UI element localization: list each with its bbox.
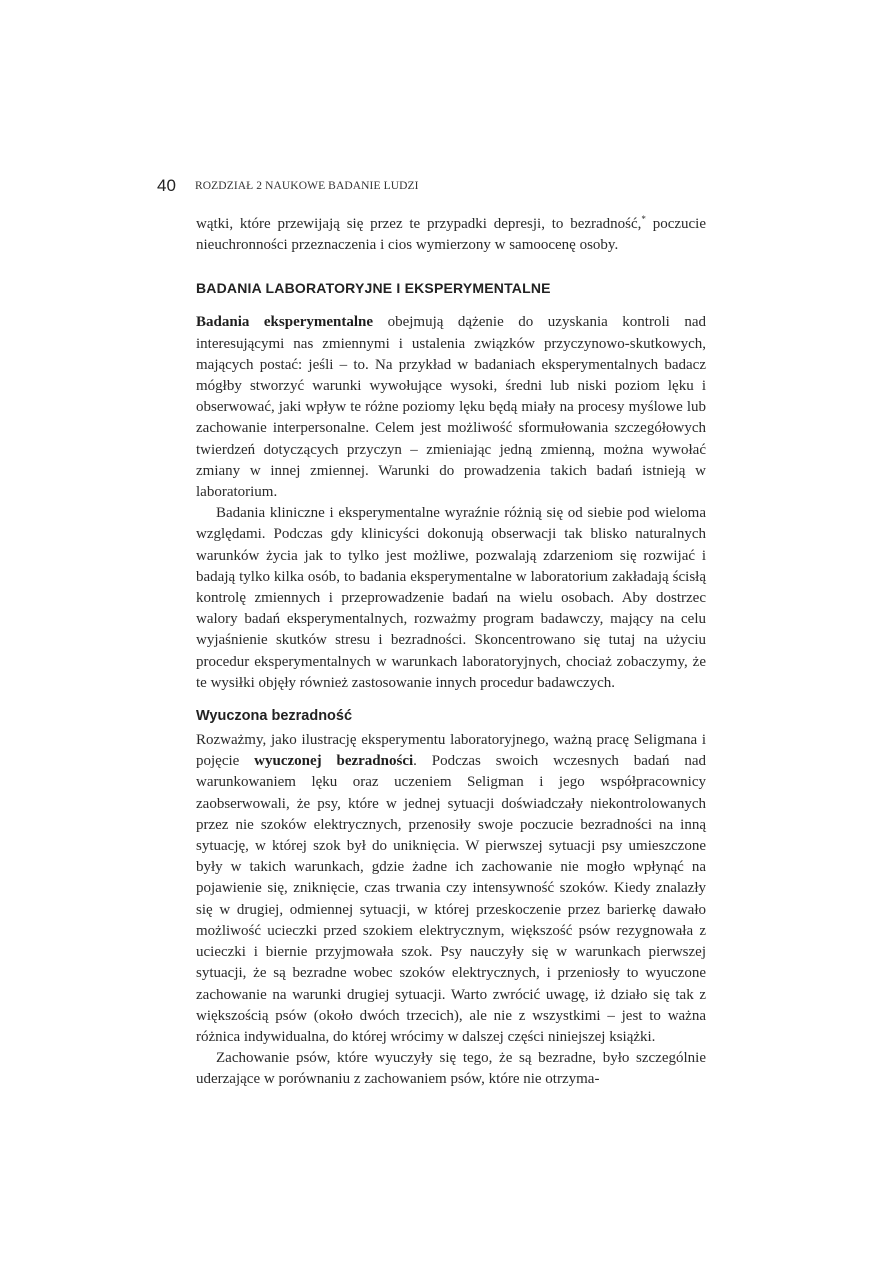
section-heading: BADANIA LABORATORYJNE I EKSPERYMENTALNE bbox=[196, 280, 551, 297]
subsection-paragraph-1 bbox=[196, 730, 706, 1048]
subsection-paragraph-1-text-a: Rozważmy, jako ilustrację eksperymentu laboratoryjnego, ważną pracę Seligmana i pojęcie bbox=[196, 732, 706, 770]
term-experimental-research: Badania eksperymentalne bbox=[196, 314, 374, 331]
section-paragraph-2: Badania kliniczne i eksperymentalne wyraźnie różnią się od siebie pod wieloma względami. Podczas gdy klinicyści dokonują obserwacji tak blisko naturalnych warunków życia jak to tylko jest możliwe, pozwalają zdarzeniom się rozwijać i badają tylko kilka osób, to badania eksperymentalne w laboratorium zakładają ścisłą kontrolę zmiennych i przeprowadzenie badań na wielu osobach. Aby dostrzec walory badań eksperymentalnych, rozważmy program badawczy, mający na celu wyjaśnienie skutków stresu i bezradności. Skoncentrowano się tutaj na użyciu procedur eksperymentalnych w warunkach laboratoryjnych, chociaż zobaczymy, że te wysiłki objęły również zastosowanie innych procedur badawczych. bbox=[196, 505, 706, 691]
section-paragraph-1 bbox=[196, 312, 706, 503]
footnote-mark: * bbox=[641, 214, 646, 224]
body-text bbox=[196, 214, 706, 1091]
subsection-heading: Wyuczona bezradność bbox=[196, 708, 353, 725]
subsection-paragraph-1-text-b: . Podczas swoich wczesnych badań nad warunkowaniem lęku oraz uczeniem Seligman i jego współpracownicy zaobserwowali, że psy, które w jednej sytuacji doświadczały niekontrolowanych przez nie szoków elektrycznych, przenosiły swoje poczucie bezradności na inną sytuację, w której szok był do uniknięcia. W pierwszej sytuacji psy umieszczone były w takich warunkach, gdzie żadne ich zachowanie nie mogło wpłynąć na pojawienie się, zniknięcie, czas trwania czy intensywność szoków. Kiedy znalazły się w drugiej, odmiennej sytuacji, w której przeskoczenie przez barierkę dawało możliwość ucieczki przed szokiem elektrycznym, większość psów rezygnowała z ucieczki i biernie przyjmowała szok. Psy nauczyły się w warunkach pierwszej sytuacji, że są bezradne wobec szoków elektrycznych, i przeniosły to wyuczone zachowanie na warunki drugiej sytuacji. Warto zwrócić uwagę, iż działo się tak z większością psów (około dwóch trzecich), ale nie z wszystkimi – jest to ważna różnica indywidualna, do której wrócimy w dalszej części niniejszej książki. bbox=[196, 753, 707, 1045]
term-learned-helplessness: wyuczonej bezradności bbox=[254, 753, 414, 770]
intro-text-a: wątki, które przewijają się przez te przypadki depresji, to bezradność, bbox=[196, 216, 642, 232]
intro-text-b: poczucie nieuchronności przeznaczenia i cios wymierzony w samoocenę osoby. bbox=[196, 216, 706, 254]
running-head bbox=[157, 176, 717, 198]
chapter-title: ROZDZIAŁ 2 NAUKOWE BADANIE LUDZI bbox=[195, 180, 419, 192]
page-number: 40 bbox=[157, 176, 176, 195]
intro-paragraph bbox=[196, 214, 706, 256]
section-paragraph-1-text: obejmują dążenie do uzyskania kontroli nad interesującymi nas zmiennymi i ustalenia związków przyczynowo-skutkowych, mających postać: jeśli – to. Na przykład w badaniach eksperymentalnych badacz mógłby stworzyć warunki wywołujące wysoki, średni lub niski poziom lęku i obserwować, jaki wpływ te różne poziomy lęku będą miały na procesy myślowe lub zachowanie interpersonalne. Celem jest możliwość sformułowania szczegółowych twierdzeń dotyczących przyczyn – zmieniając jedną zmienną, można wywołać zmiany w innej zmiennej. Warunki do prowadzenia takich badań istnieją w laboratorium. bbox=[196, 314, 706, 501]
subsection-paragraph-2: Zachowanie psów, które wyuczyły się tego, że są bezradne, było szczególnie uderzające w porównaniu z zachowaniem psów, które nie otrzyma- bbox=[196, 1050, 706, 1088]
